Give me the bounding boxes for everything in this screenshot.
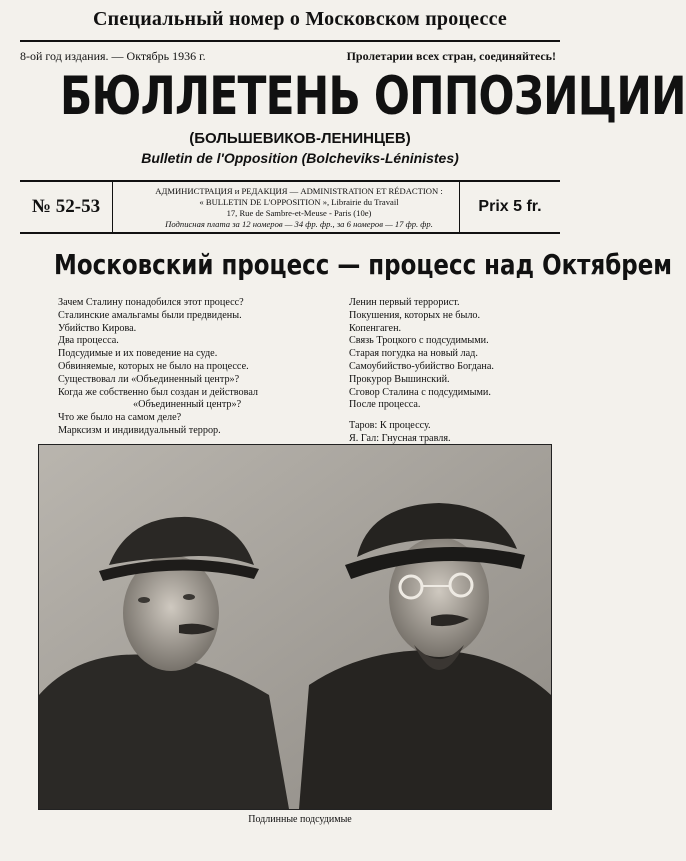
contents-item: После процесса. <box>349 399 421 411</box>
admin-line: « BULLETIN DE L'OPPOSITION », Librairie du Travail <box>199 197 399 207</box>
contents-item: Что же было на самом деле? <box>58 412 182 424</box>
contents-item: Убийство Кирова. <box>58 322 137 334</box>
contents-left-column <box>58 297 328 438</box>
contents-item: Подсудимые и их поведение на суде. <box>58 348 218 360</box>
contents-item: Таров: К процессу. <box>349 420 431 432</box>
contents-right-column <box>349 297 569 446</box>
main-headline: Московский процесс — процесс над Октябрем <box>54 248 673 281</box>
contents-item: Я. Гал: Гнусная травля. <box>349 432 451 444</box>
edition-date: 8-ой год издания. — Октябрь 1936 г. <box>20 49 206 63</box>
admin-line: Подписная плата за 12 номеров — 34 фр. фр., за 6 номеров — 17 фр. фр. <box>165 219 433 229</box>
slogan: Пролетарии всех стран, соединяйтесь! <box>346 49 556 63</box>
contents-item: Сговор Сталина с подсудимыми. <box>349 386 491 398</box>
contents-item: Зачем Сталину понадобился этот процесс? <box>58 297 244 308</box>
contents-item: Самоубийство-убийство Богдана. <box>349 360 494 372</box>
contents-item: «Объединенный центр»? <box>133 399 242 411</box>
contents-item: Копенгаген. <box>349 322 402 334</box>
info-box <box>20 180 560 234</box>
admin-line: 17, Rue de Sambre-et-Meuse - Paris (10e) <box>226 208 372 218</box>
contents-item: Два процесса. <box>58 335 119 347</box>
photo-illustration <box>39 445 551 809</box>
defendants-photo <box>38 444 552 810</box>
contents-item: Марксизм и индивидуальный террор. <box>58 424 221 436</box>
contents-item: Сталинские амальгамы были предвидены. <box>58 309 242 321</box>
admin-line: АДМИНИСТРАЦИЯ и РЕДАКЦИЯ — ADMINISTRATION ET RÉDACTION : <box>155 186 443 196</box>
photo-caption: Подлинные подсудимые <box>248 814 352 825</box>
contents-item: Прокурор Вышинский. <box>349 373 450 385</box>
special-issue-banner: Специальный номер о Московском процессе <box>93 8 507 30</box>
banner-rule <box>20 40 560 42</box>
issue-number: № 52-53 <box>20 182 113 232</box>
contents-item: Ленин первый террорист. <box>349 297 460 308</box>
contents-item: Когда же собственно был создан и действовал <box>58 386 259 398</box>
masthead-subtitle-fr: Bulletin de l'Opposition (Bolcheviks-Léninistes) <box>141 150 459 166</box>
contents-item: Покушения, которых не было. <box>349 309 481 321</box>
contents-item: Старая погудка на новый лад. <box>349 348 478 360</box>
administration-address <box>118 186 480 230</box>
price: Prix 5 fr. <box>459 182 560 232</box>
masthead-title: БЮЛЛЕТЕНЬ ОППОЗИЦИИ <box>60 66 686 127</box>
contents-item: Существовал ли «Объединенный центр»? <box>58 373 240 385</box>
masthead-subtitle-ru: (БОЛЬШЕВИКОВ-ЛЕНИНЦЕВ) <box>189 130 411 147</box>
contents-item: Обвиняемые, которых не было на процессе. <box>58 360 249 372</box>
contents-item: Связь Троцкого с подсудимыми. <box>349 335 489 347</box>
